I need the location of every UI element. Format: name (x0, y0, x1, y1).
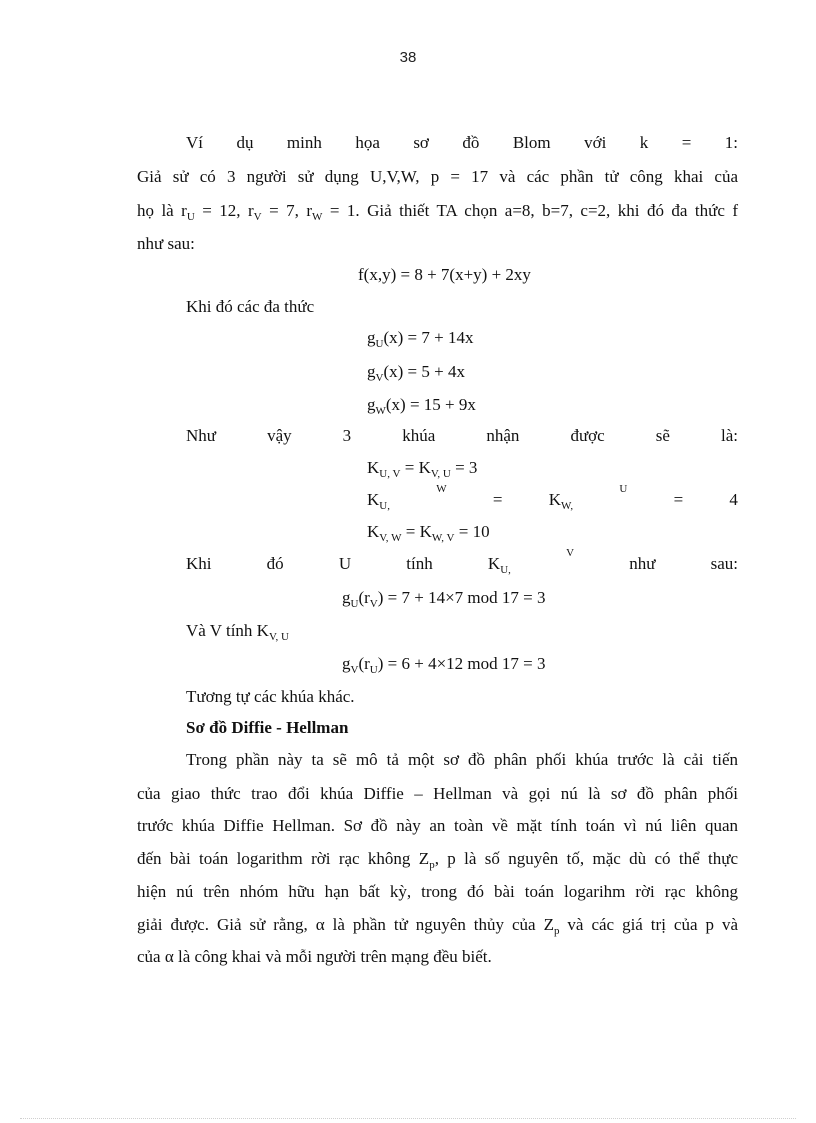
text-span: họ là r (137, 201, 187, 220)
text-span: = 10 (454, 522, 490, 541)
paragraph-line-7: của α là công khai và mỗi người trên mạng đều biết. (137, 947, 492, 966)
formula-g-v (367, 361, 465, 383)
text-span: (r (358, 654, 370, 673)
example-line-1 (186, 132, 738, 154)
subscript: U (186, 211, 195, 223)
example-line-2-text: Giả sử có 3 người sử dụng U,V,W, p = 17 và các phần tử công khai của (137, 167, 738, 186)
text-span: tính (406, 554, 433, 573)
paragraph-line-1: Trong phần này ta sẽ mô tả một sơ đồ phân phối khúa trước là cải tiến (186, 750, 738, 769)
word: họa (355, 133, 380, 152)
subscript: W (436, 483, 447, 495)
text-span: (x) = 5 + 4x (383, 362, 465, 381)
subscript: V, U (268, 631, 289, 643)
formula-g-w (367, 394, 476, 416)
text-span: K (487, 554, 501, 573)
word: minh (286, 133, 322, 152)
word: k (639, 133, 649, 152)
subscript: V (253, 211, 262, 223)
subscript: V, W (379, 532, 402, 544)
text-span (367, 489, 390, 511)
example-line-2 (137, 166, 738, 188)
word: Blom (512, 133, 551, 152)
tuong-tu-line: Tương tự các khúa khác. (186, 687, 355, 706)
subscript: V (375, 372, 384, 384)
subscript: V (350, 664, 359, 676)
text-span: đến bài toán logarithm rời rạc không Z (137, 849, 430, 868)
paragraph-line-5: hiện nú trên nhóm hữu hạn bất kỳ, trong đó bài toán logarihm rời rạc không (137, 882, 738, 901)
text-span: g (342, 588, 351, 607)
subscript: V (369, 598, 378, 610)
formula-k-uv (367, 457, 477, 479)
polynomial-formula: f(x,y) = 8 + 7(x+y) + 2xy (358, 265, 531, 284)
subscript: U, (500, 564, 511, 576)
word: Ví (186, 133, 203, 152)
khi-do-u-line (186, 547, 738, 576)
subscript: U, V (379, 468, 401, 480)
text-span: g (367, 395, 376, 414)
text-span: K (548, 490, 561, 509)
word: Như (186, 426, 216, 445)
word: = (681, 133, 692, 152)
text-span: K (367, 490, 380, 509)
example-line-3 (137, 200, 738, 222)
subscript: p (553, 925, 560, 937)
text-span: U (338, 554, 352, 573)
va-v-tinh-line (186, 620, 289, 642)
formula-k-vw (367, 521, 490, 543)
nhu-vay-line (186, 425, 738, 447)
subscript: U (619, 483, 628, 495)
formula-k-uw (367, 483, 738, 512)
text-span: (x) = 15 + 9x (385, 395, 476, 414)
subscript: U (375, 338, 384, 350)
text-span: ) = 7 + 14×7 mod 17 = 3 (377, 588, 546, 607)
subscript: W (375, 405, 386, 417)
subscript: U (369, 664, 378, 676)
text-span: g (342, 654, 351, 673)
text-span: giải được. Giả sử rằng, α là phần tử nguyên thủy của Z (137, 915, 554, 934)
text-span: Và V tính K (186, 621, 269, 640)
word: với (584, 133, 607, 152)
text-span: Khi (186, 554, 212, 573)
word: là: (721, 426, 738, 445)
text-span: K (367, 458, 380, 477)
subscript: W, (561, 500, 574, 512)
paragraph-line-4 (137, 848, 738, 870)
word: đồ (462, 133, 480, 152)
paragraph-line-3: trước khúa Diffie Hellman. Sơ đồ này an toàn về mặt tính toán vì nú liên quan (137, 816, 738, 835)
calc-gv-ru (342, 653, 545, 675)
khi-do-line: Khi đó các đa thức (186, 297, 315, 316)
word: nhận (486, 426, 520, 445)
paragraph-line-2: của giao thức trao đổi khúa Diffie – Hellman và gọi nú là sơ đồ phân phối (137, 784, 738, 803)
text-span: (r (358, 588, 370, 607)
text-span: 4 (729, 490, 738, 509)
section-heading (186, 717, 348, 739)
text-span: = (492, 490, 503, 509)
text-span: sau: (710, 554, 738, 573)
subscript: V (566, 547, 575, 559)
text-span: = K (401, 522, 432, 541)
text-span: = 12, r (194, 201, 254, 220)
word: vậy (267, 426, 292, 445)
word: 3 (342, 426, 352, 445)
text-span: g (367, 328, 376, 347)
text-span: ) = 6 + 4×12 mod 17 = 3 (377, 654, 546, 673)
example-line-4: như sau: (137, 234, 195, 253)
word: dụ (236, 133, 254, 152)
section-heading-text: Sơ đồ Diffie - Hellman (186, 718, 349, 737)
formula-g-u (367, 327, 473, 349)
subscript: W (312, 211, 323, 223)
text-span (549, 489, 573, 511)
word: được (570, 426, 605, 445)
page-number: 38 (399, 49, 417, 66)
text-span: = 3 (450, 458, 478, 477)
calc-gu-rv (342, 587, 545, 609)
text-span (488, 553, 511, 575)
text-span: như (629, 554, 656, 573)
text-span: và các giá trị của p và (559, 915, 738, 934)
word: sơ (413, 133, 429, 152)
text-span: , p là số nguyên tố, mặc dù có thể thực (434, 849, 738, 868)
page-bottom-border (20, 1118, 796, 1119)
text-span: g (367, 362, 376, 381)
subscript: p (429, 859, 435, 871)
text-span: đó (266, 554, 284, 573)
paragraph-line-6 (137, 914, 738, 936)
word: khúa (402, 426, 436, 445)
text-span: = 7, r (261, 201, 312, 220)
text-span: (x) = 7 + 14x (383, 328, 474, 347)
subscript: W, V (431, 532, 455, 544)
subscript: U (350, 598, 359, 610)
text-span: = 1. Giả thiết TA chọn a=8, b=7, c=2, khi đó đa thức f (322, 201, 738, 220)
subscript: U, (379, 500, 390, 512)
text-span: = K (400, 458, 431, 477)
subscript: V, U (430, 468, 451, 480)
text-span: = (673, 490, 684, 509)
word: 1: (724, 133, 738, 152)
text-span: K (367, 522, 380, 541)
word: sẽ (655, 426, 670, 445)
